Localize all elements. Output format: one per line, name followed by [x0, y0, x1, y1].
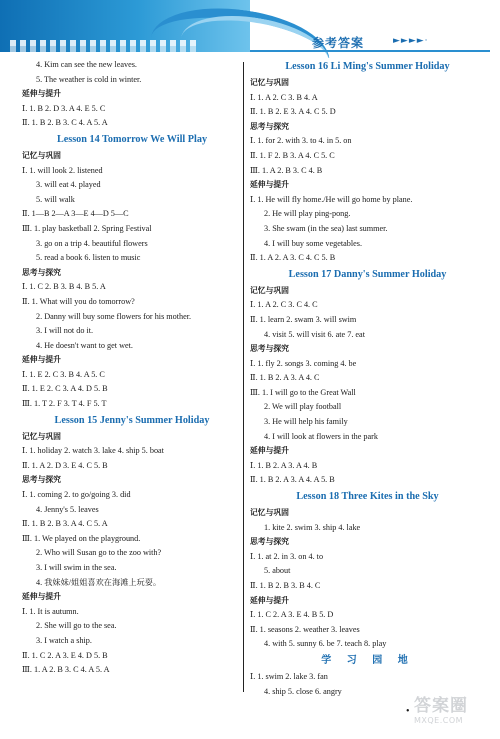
answer-line: Ⅰ. 1. B 2. D 3. A 4. E 5. C: [22, 103, 106, 113]
answer-line: 3. I watch a ship.: [36, 635, 92, 645]
answer-line: 2. Who will Susan go to the zoo with?: [36, 548, 162, 558]
right-column: [250, 58, 485, 699]
section-heading: 延伸与提升: [250, 180, 289, 190]
answer-line: Ⅰ. 1. holiday 2. watch 3. lake 4. ship 5. boat: [22, 446, 164, 456]
answer-line: 3. will eat 4. played: [36, 180, 101, 190]
section-heading: 延伸与提升: [22, 592, 61, 602]
lesson-heading: Lesson 16 Li Ming's Summer Holiday: [285, 61, 450, 72]
section-heading: 思考与探究: [250, 537, 289, 547]
answer-line: Ⅰ. 1. coming 2. to go/going 3. did: [22, 490, 131, 500]
lesson-heading: Lesson 18 Three Kites in the Sky: [296, 491, 439, 503]
answer-line: 4. visit 5. will visit 6. ate 7. eat: [264, 329, 365, 339]
answer-line: 2. She will go to the sea.: [36, 621, 117, 631]
answer-line: Ⅰ. 1. A 2. C 3. C 4. C: [250, 300, 318, 310]
left-column: [22, 58, 242, 678]
section-heading: 延伸与提升: [250, 446, 289, 456]
answer-line: Ⅲ. 1. play basketball 2. Spring Festival: [22, 223, 152, 233]
answer-line: Ⅰ. 1. swim 2. lake 3. fan: [250, 671, 328, 681]
answer-line: 2. He will play ping-pong.: [264, 209, 351, 219]
section-heading: 记忆与巩固: [250, 508, 289, 518]
answer-line: Ⅰ. 1. B 2. A 3. A 4. B: [250, 460, 318, 470]
answer-line: 5. about: [264, 566, 291, 576]
answer-line: Ⅰ. 1. fly 2. songs 3. coming 4. be: [250, 358, 357, 368]
answer-line: Ⅰ. 1. will look 2. listened: [22, 165, 103, 175]
answer-line: 1. kite 2. swim 3. ship 4. lake: [264, 522, 361, 532]
footer-dot: •: [406, 706, 410, 717]
answer-line: Ⅲ. 1. I will go to the Great Wall: [250, 387, 356, 397]
answer-line: 4. Kim can see the new leaves.: [36, 60, 137, 69]
section-heading: 延伸与提升: [22, 89, 61, 99]
answer-line: Ⅱ. 1. E 2. C 3. A 4. D 5. B: [22, 384, 108, 394]
answer-line: 4. Jenny's 5. leaves: [36, 504, 99, 514]
watermark-logo: [414, 696, 494, 734]
answer-line: 2. We will play football: [264, 402, 342, 412]
answer-line: 3. I will swim in the sea.: [36, 563, 117, 572]
answer-line: 5. The weather is cold in winter.: [36, 74, 142, 84]
answer-line: 5. will walk: [36, 194, 75, 204]
answer-line: 4. 我妹妹/姐姐喜欢在海滩上玩耍。: [36, 577, 162, 587]
study-corner-heading: 学 习 园 地: [321, 654, 414, 666]
answer-line: 4. I will buy some vegetables.: [264, 238, 363, 248]
answer-line: Ⅰ. 1. It is autumn.: [22, 606, 79, 616]
answer-line: 4. with 5. sunny 6. be 7. teach 8. play: [264, 639, 387, 649]
answer-line: Ⅰ. 1. at 2. in 3. on 4. to: [250, 551, 324, 561]
lesson-heading: Lesson 14 Tomorrow We Will Play: [56, 133, 208, 145]
section-heading: 延伸与提升: [22, 355, 61, 365]
watermark-text: 答案圈: [414, 696, 468, 716]
section-heading: 思考与探究: [250, 121, 289, 131]
answer-line: Ⅰ. 1. He will fly home./He will go home by plane.: [250, 194, 413, 204]
lesson-heading: Lesson 15 Jenny's Summer Holiday: [54, 414, 210, 426]
answer-line: Ⅲ. 1. T 2. F 3. T 4. F 5. T: [22, 399, 107, 409]
answer-line: Ⅱ. 1. C 2. A 3. E 4. D 5. B: [22, 650, 108, 660]
answer-line: Ⅱ. 1. learn 2. swam 3. will swim: [250, 314, 357, 324]
header-grid-pattern-lower: [10, 46, 200, 52]
answer-line: 3. go on a trip 4. beautiful flowers: [36, 238, 148, 248]
answer-line: Ⅱ. 1. B 2. A 3. A 4. C: [250, 373, 320, 383]
answer-line: 3. She swam (in the sea) last summer.: [264, 223, 388, 233]
section-heading: 思考与探究: [250, 344, 289, 354]
answer-line: Ⅱ. 1. A 2. A 3. C 4. C 5. B: [250, 253, 336, 263]
answer-line: Ⅱ. 1. F 2. B 3. A 4. C 5. C: [250, 150, 335, 160]
column-divider: [243, 62, 244, 692]
answer-line: Ⅱ. 1. B 2. A 3. A 4. A 5. B: [250, 475, 335, 485]
answer-line: 2. Danny will buy some flowers for his mother.: [36, 311, 192, 321]
header-arrows-icon: ►►►►·: [393, 36, 429, 46]
section-heading: 思考与探究: [22, 475, 61, 485]
answer-line: Ⅱ. 1—B 2—A 3—E 4—D 5—C: [22, 209, 129, 219]
answer-line: 3. He will help his family: [264, 417, 348, 427]
section-heading: 记忆与巩固: [22, 431, 61, 441]
answer-line: Ⅱ. 1. A 2. D 3. E 4. C 5. B: [22, 460, 108, 470]
answer-line: Ⅰ. 1. C 2. B 3. B 4. B 5. A: [22, 282, 106, 292]
answer-line: Ⅰ. 1. A 2. C 3. B 4. A: [250, 92, 318, 102]
section-heading: 记忆与巩固: [22, 150, 61, 160]
answer-line: Ⅰ. 1. C 2. A 3. E 4. B 5. D: [250, 610, 334, 620]
answer-line: 4. He doesn't want to get wet.: [36, 340, 133, 350]
answer-line: Ⅱ. 1. seasons 2. weather 3. leaves: [250, 624, 360, 634]
section-heading: 思考与探究: [22, 267, 61, 277]
answer-line: Ⅰ. 1. for 2. with 3. to 4. in 5. on: [250, 136, 352, 146]
header-rule: [250, 50, 490, 52]
answer-line: Ⅱ. 1. B 2. E 3. A 4. C 5. D: [250, 107, 336, 117]
answer-line: 5. read a book 6. listen to music: [36, 253, 141, 263]
answer-line: Ⅱ. 1. B 2. B 3. B 4. C: [250, 581, 321, 590]
answer-line: Ⅱ. 1. B 2. B 3. A 4. C 5. A: [22, 519, 108, 529]
answer-line: Ⅲ. 1. A 2. B 3. C 4. A 5. A: [22, 665, 110, 675]
lesson-heading: Lesson 17 Danny's Summer Holiday: [288, 268, 447, 280]
answer-line: 4. ship 5. close 6. angry: [264, 686, 342, 696]
answer-line: 4. I will look at flowers in the park: [264, 431, 378, 441]
answer-line: Ⅲ. 1. We played on the playground.: [22, 533, 141, 543]
section-heading: 延伸与提升: [250, 595, 289, 605]
answer-line: Ⅱ. 1. B 2. B 3. C 4. A 5. A: [22, 118, 108, 128]
header-title: 参考答案: [312, 36, 365, 50]
answer-line: Ⅰ. 1. E 2. C 3. B 4. A 5. C: [22, 369, 105, 379]
answer-line: Ⅱ. 1. What will you do tomorrow?: [22, 296, 135, 306]
answer-line: Ⅲ. 1. A 2. B 3. C 4. B: [250, 165, 323, 175]
section-heading: 记忆与巩固: [250, 78, 289, 87]
watermark-url: MXQE.COM: [414, 716, 464, 725]
page-header: [0, 0, 500, 58]
answer-line: 3. I will not do it.: [36, 326, 94, 336]
section-heading: 记忆与巩固: [250, 285, 289, 295]
